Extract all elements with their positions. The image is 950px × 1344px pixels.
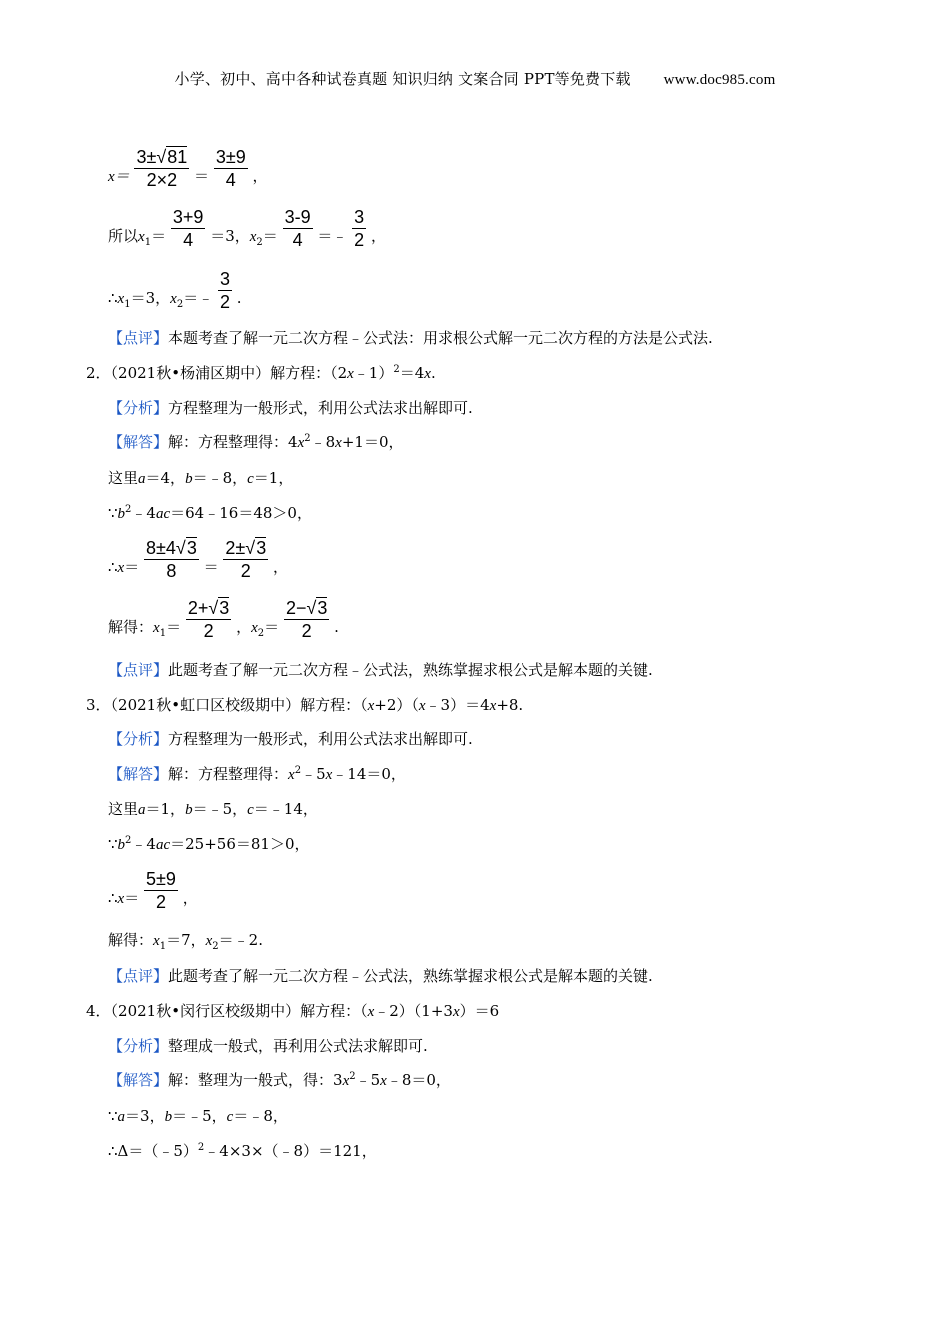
text: 8±4 <box>146 538 176 558</box>
text: x <box>325 767 333 783</box>
text: 2 <box>176 299 184 310</box>
text: 3 <box>186 538 197 558</box>
text: 2 <box>349 1071 356 1082</box>
text: ＝ <box>124 558 140 576</box>
text: 2 <box>212 941 219 952</box>
text: ﹣2）（1+3 <box>374 1002 453 1020</box>
text: x <box>117 291 125 307</box>
text: 2 <box>155 892 166 912</box>
text: ＝4 <box>399 364 425 382</box>
text: 此题考查了解一元二次方程﹣公式法，熟练掌握求根公式是解本题的关键. <box>168 661 653 679</box>
text: ， <box>182 889 198 907</box>
q3-solution-line <box>108 868 198 913</box>
p1-line1 <box>108 146 268 191</box>
analysis-tag: 【分析】 <box>108 730 169 748</box>
text: 81 <box>167 147 188 167</box>
q4-answer <box>108 1070 451 1091</box>
text: ﹣4 <box>131 504 156 522</box>
text: ＝64﹣16＝48＞0， <box>170 504 312 522</box>
text: 2 <box>219 292 230 312</box>
q4-delta <box>108 1141 377 1161</box>
text: 2 <box>240 561 251 581</box>
text: 这里 <box>108 800 139 818</box>
text: c <box>247 471 254 487</box>
text: ﹣4×3×（﹣8）＝121， <box>204 1142 377 1160</box>
text: ， <box>252 167 268 185</box>
text: 2 <box>304 433 311 444</box>
text: x <box>288 767 295 783</box>
text: 8 <box>166 561 177 581</box>
text: 解：方程整理得： <box>168 765 289 783</box>
text: 整理成一般式，再利用公式法求解即可. <box>168 1037 428 1055</box>
sqrt: √3 <box>208 598 230 618</box>
text: 此题考查了解一元二次方程﹣公式法，熟练掌握求根公式是解本题的关键. <box>168 967 653 985</box>
text: . <box>236 288 242 307</box>
text: 解得： <box>108 618 154 636</box>
q2-answer <box>108 432 403 453</box>
text: 2− <box>285 598 307 618</box>
text: . <box>430 364 436 382</box>
text: ﹣3）＝4 <box>425 696 490 714</box>
text: 方程整理为一般形式，利用公式法求出解即可. <box>168 399 473 417</box>
q4-analysis <box>108 1036 428 1056</box>
text: 2×2 <box>146 170 178 190</box>
p1-review <box>108 328 713 348</box>
text: b <box>117 837 126 853</box>
text: 3-9 <box>284 207 311 227</box>
text: ＝﹣14， <box>253 800 318 818</box>
text: 3 <box>219 269 230 289</box>
text: 2 <box>354 230 365 250</box>
text: +2）（ <box>374 696 419 714</box>
text: 2 <box>294 765 302 776</box>
q2-title <box>86 363 436 384</box>
text: ∴ <box>108 889 118 907</box>
text: ﹣14＝0， <box>332 765 406 783</box>
answer-tag: 【解答】 <box>108 433 169 451</box>
text: ＝1， <box>253 469 294 487</box>
text: ∵ <box>108 504 118 522</box>
text: x <box>418 698 426 714</box>
answer-tag: 【解答】 <box>108 1071 169 1089</box>
text: ﹣8＝0， <box>386 1071 451 1089</box>
text: 本题考查了解一元二次方程﹣公式法：用求根公式解一元二次方程的方法是公式法. <box>168 329 713 347</box>
fraction <box>186 597 231 642</box>
text: 所以 <box>108 227 139 245</box>
analysis-tag: 【分析】 <box>108 1037 169 1055</box>
q3-coefficients <box>108 799 318 820</box>
text: （2021秋•闵行区校级期中）解方程：（ <box>110 1002 368 1020</box>
text: b <box>164 1109 173 1125</box>
text: x <box>367 698 375 714</box>
q4-title <box>86 1001 499 1022</box>
q3-discriminant <box>108 834 310 855</box>
text: x <box>117 560 125 576</box>
text: 5±9 <box>146 869 176 889</box>
text: ＝﹣2. <box>218 931 263 949</box>
text: ＝﹣ <box>183 289 214 307</box>
text: ﹣4 <box>131 835 156 853</box>
text: ﹣1） <box>353 364 394 382</box>
text: ac <box>155 837 171 853</box>
text: x <box>153 933 160 949</box>
text: x <box>347 366 354 382</box>
q3-answer <box>108 764 406 785</box>
text: x <box>117 891 125 907</box>
text: b <box>185 802 193 818</box>
analysis-tag: 【分析】 <box>108 399 169 417</box>
text: 2 <box>256 237 263 248</box>
text: . <box>334 617 339 636</box>
text: 2 <box>257 628 265 639</box>
text: ∴Δ＝（﹣5） <box>108 1142 198 1160</box>
text: 解：方程整理得：4 <box>168 433 298 451</box>
text: c <box>226 1109 234 1125</box>
text: ﹣5 <box>355 1071 381 1089</box>
fraction <box>284 597 329 642</box>
text: 这里 <box>108 469 139 487</box>
text: （2021秋•杨浦区期中）解方程：（2 <box>110 364 348 382</box>
text: a <box>138 802 146 818</box>
text: ﹣8 <box>310 433 336 451</box>
text: x <box>249 229 257 245</box>
text: 4 <box>183 230 194 250</box>
text: ＝25+56＝81＞0， <box>170 835 310 853</box>
text: x <box>138 229 145 245</box>
text: ∵ <box>108 835 118 853</box>
text: ac <box>155 506 171 522</box>
q4-coefficients <box>108 1106 288 1127</box>
text: 解：整理为一般式，得：3 <box>168 1071 343 1089</box>
review-tag: 【点评】 <box>108 661 169 679</box>
text: ＝4， <box>145 469 186 487</box>
answer-tag: 【解答】 <box>108 765 169 783</box>
q3-title <box>86 695 523 716</box>
text: 2 <box>125 504 132 515</box>
text: ＝ <box>194 167 210 185</box>
text: a <box>138 471 146 487</box>
question-number: 4． <box>86 1002 111 1020</box>
text: ∴ <box>108 289 118 307</box>
text: 2 <box>301 621 312 641</box>
text: ＝﹣8， <box>192 469 248 487</box>
sqrt: √3 <box>306 598 328 618</box>
text: x <box>489 698 497 714</box>
text: ， <box>236 618 252 636</box>
text: ＝ <box>264 618 280 636</box>
fraction <box>171 206 206 251</box>
text: 1 <box>159 941 167 952</box>
text: 2 <box>197 1142 205 1153</box>
text: x <box>380 1073 387 1089</box>
text: ﹣5 <box>301 765 326 783</box>
text: 2+ <box>187 598 209 618</box>
p1-line3 <box>108 268 242 313</box>
text: b <box>185 471 193 487</box>
question-number: 2． <box>86 364 111 382</box>
text: 1 <box>159 628 167 639</box>
sqrt: √3 <box>245 538 267 558</box>
text: 方程整理为一般形式，利用公式法求出解即可. <box>168 730 473 748</box>
fraction <box>214 146 248 191</box>
text: 3 <box>219 598 230 618</box>
text: x <box>367 1004 375 1020</box>
q2-analysis <box>108 398 473 418</box>
text: c <box>247 802 254 818</box>
fraction <box>134 146 189 191</box>
text: 2 <box>125 835 132 846</box>
text: a <box>117 1109 126 1125</box>
text: ＝﹣8， <box>233 1107 288 1125</box>
q2-review <box>108 660 653 680</box>
text: x <box>335 435 342 451</box>
text: ， <box>370 227 386 245</box>
text: ∴ <box>108 558 118 576</box>
text: ）＝6 <box>459 1002 500 1020</box>
text: ＝3， <box>210 227 250 245</box>
q2-discriminant <box>108 503 312 524</box>
text: x <box>153 620 160 636</box>
text: x <box>424 366 431 382</box>
text: x <box>205 933 213 949</box>
text: ＝ <box>262 227 278 245</box>
text: 3± <box>136 147 157 167</box>
text: 4 <box>292 230 303 250</box>
text: 3 <box>354 207 365 227</box>
q3-result <box>108 930 263 951</box>
text: 2 <box>393 364 400 375</box>
q3-analysis <box>108 729 473 749</box>
q2-coefficients <box>108 468 293 489</box>
fraction <box>144 537 199 582</box>
text: ＝3， <box>125 1107 165 1125</box>
header-text: 小学、初中、高中各种试卷真题 知识归纳 文案合同 PPT等免费下载 <box>174 70 631 88</box>
page-header <box>0 68 950 89</box>
text: 3 <box>317 598 328 618</box>
text: +8. <box>496 696 524 714</box>
text: ＝7， <box>166 931 206 949</box>
text: x＝ <box>108 169 130 185</box>
fraction <box>223 537 268 582</box>
text: 2± <box>225 538 246 558</box>
text: x <box>297 435 305 451</box>
p1-line2 <box>108 206 386 251</box>
text: 2 <box>203 621 214 641</box>
sqrt: √81 <box>156 147 188 167</box>
text: +1＝0， <box>341 433 404 451</box>
text: b <box>117 506 126 522</box>
text: ＝ <box>203 558 219 576</box>
fraction <box>218 268 232 313</box>
text: ＝ <box>151 227 167 245</box>
fraction <box>283 206 313 251</box>
text: 1 <box>144 237 152 248</box>
text: 3±9 <box>215 147 246 167</box>
review-tag: 【点评】 <box>108 967 169 985</box>
text: 3+9 <box>172 207 204 227</box>
q2-result-line <box>108 597 339 642</box>
text: x <box>342 1073 350 1089</box>
text: ＝ <box>166 618 182 636</box>
text: 3 <box>256 538 267 558</box>
text: ＝3， <box>130 289 171 307</box>
text: ∵ <box>108 1107 118 1125</box>
header-site: www.doc985.com <box>663 72 776 88</box>
text: x <box>452 1004 460 1020</box>
text: 1 <box>124 299 131 310</box>
q2-solution-line <box>108 537 288 582</box>
text: x <box>251 620 258 636</box>
review-tag: 【点评】 <box>108 329 169 347</box>
text: ＝ <box>124 889 140 907</box>
sqrt: √3 <box>175 538 197 558</box>
text: ＝﹣5， <box>192 800 248 818</box>
text: x <box>170 291 177 307</box>
fraction <box>352 206 366 251</box>
text: 解得： <box>108 931 154 949</box>
text: ＝1， <box>145 800 186 818</box>
text: 4 <box>225 170 236 190</box>
text: ＝﹣ <box>317 227 348 245</box>
text: （2021秋•虹口区校级期中）解方程：（ <box>110 696 368 714</box>
text: ， <box>272 558 288 576</box>
text: ＝﹣5， <box>172 1107 227 1125</box>
fraction <box>144 868 178 913</box>
q3-review <box>108 966 653 986</box>
question-number: 3． <box>86 696 111 714</box>
